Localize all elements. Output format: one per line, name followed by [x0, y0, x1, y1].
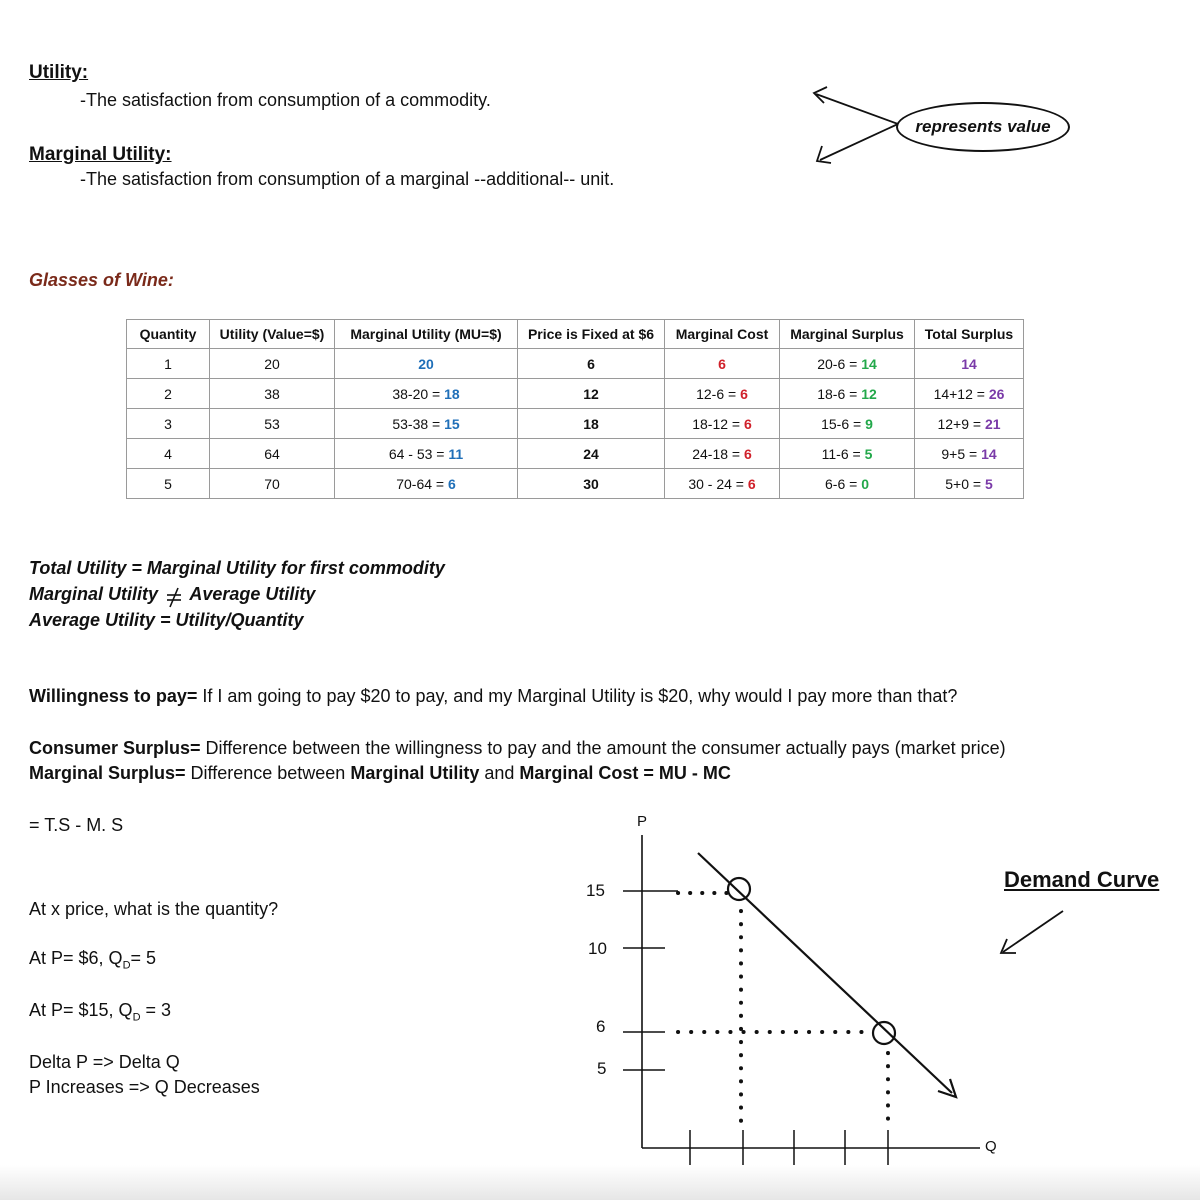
cell-marginal-cost-value: 6: [718, 355, 726, 372]
cell-marginal-cost-expr: 24-18 =: [692, 445, 744, 462]
header-marginal-utility: Marginal Utility (MU=$): [335, 320, 518, 349]
cell-marginal-cost-value: 6: [743, 445, 752, 462]
cell-price: 18: [518, 409, 665, 439]
x-axis-label: Q: [985, 1138, 997, 1155]
note-not-equal: [29, 581, 315, 607]
cell-total-surplus: [915, 349, 1024, 379]
cell-marginal-surplus-value: 0: [861, 475, 869, 492]
cell-marginal-surplus-value: 14: [861, 355, 877, 372]
cell-total-surplus: [915, 379, 1024, 409]
note-mu: Marginal Utility: [29, 584, 159, 604]
table-row: [127, 379, 1024, 409]
cell-marginal-utility: [335, 409, 518, 439]
y-tick-10: 10: [588, 939, 607, 958]
consumer-surplus-text: Difference between the willingness to pay and the amount the consumer actually pays (market price): [200, 738, 1006, 758]
note-average-formula: Average Utility = Utility/Quantity: [29, 610, 304, 630]
header-price: Price is Fixed at $6: [518, 320, 665, 349]
consumer-surplus-term: Consumer Surplus=: [29, 738, 201, 758]
cell-marginal-surplus: [780, 439, 915, 469]
represents-value-oval: [896, 102, 1070, 152]
p15-sub: D: [132, 1011, 141, 1024]
note-average-utility: Average Utility: [189, 584, 316, 604]
demand-arrow-icon: [995, 905, 1070, 960]
cell-marginal-utility-value: 6: [447, 475, 456, 492]
cell-total-surplus: [915, 409, 1024, 439]
y-tick-15: 15: [586, 881, 605, 900]
cell-marginal-cost-expr: 12-6 =: [696, 385, 741, 402]
demand-graph: [600, 825, 1000, 1170]
wine-title: Glasses of Wine:: [29, 270, 174, 290]
cell-marginal-cost: [665, 409, 780, 439]
y-axis-label: P: [637, 813, 648, 830]
cell-marginal-utility-value: 15: [444, 415, 460, 432]
header-marginal-surplus: Marginal Surplus: [780, 320, 915, 349]
cell-marginal-utility: [335, 349, 518, 379]
cell-price: 12: [518, 379, 665, 409]
cell-marginal-utility: [335, 379, 518, 409]
cell-utility: 64: [210, 439, 335, 469]
cell-marginal-utility: [335, 469, 518, 499]
p6-sub: D: [122, 959, 131, 972]
cell-marginal-cost-value: 6: [747, 475, 756, 492]
cell-marginal-surplus-expr: 15-6 =: [821, 415, 866, 432]
utility-heading: Utility:: [29, 62, 89, 83]
marginal-surplus-mu: Marginal Utility: [350, 763, 480, 783]
p6-prefix: At P= $6, Q: [29, 948, 123, 968]
cell-total-surplus: [915, 439, 1024, 469]
demand-line: [698, 853, 952, 1093]
increase-text: P Increases => Q Decreases: [29, 1077, 260, 1097]
cell-marginal-surplus: [780, 379, 915, 409]
consumer-surplus: [29, 738, 1006, 759]
p15-suffix: = 3: [140, 1000, 172, 1020]
cell-total-surplus-expr: 12+9 =: [937, 415, 985, 432]
cell-total-surplus-value: 14: [981, 445, 997, 462]
table-header-row: [127, 320, 1024, 349]
cell-marginal-utility-expr: 64 - 53 =: [388, 445, 449, 462]
cell-marginal-surplus-value: 5: [864, 445, 873, 462]
willingness-text: If I am going to pay $20 to pay, and my Marginal Utility is $20, why would I pay more than that?: [197, 686, 958, 706]
marginal-surplus-text2: and: [479, 763, 520, 783]
willingness-to-pay: [29, 686, 957, 707]
p15-quantity: [29, 1000, 171, 1024]
header-utility: Utility (Value=$): [210, 320, 335, 349]
p15-prefix: At P= $15, Q: [29, 1000, 133, 1020]
cell-marginal-surplus: [780, 469, 915, 499]
bottom-shade: [0, 1165, 1200, 1200]
cell-total-surplus-value: 14: [961, 355, 977, 372]
note-total-utility: Total Utility = Marginal Utility for first commodity: [29, 558, 445, 578]
cell-total-surplus-expr: 5+0 =: [945, 475, 985, 492]
cell-quantity: 1: [127, 349, 210, 379]
cell-marginal-cost: [665, 379, 780, 409]
cell-marginal-surplus: [780, 349, 915, 379]
cell-marginal-utility-value: 11: [448, 445, 464, 462]
cell-marginal-cost-expr: 30 - 24 =: [688, 475, 748, 492]
cell-price: 6: [518, 349, 665, 379]
p6-quantity: [29, 948, 156, 972]
cell-marginal-utility: [335, 439, 518, 469]
header-quantity: Quantity: [127, 320, 210, 349]
question-text: At x price, what is the quantity?: [29, 899, 279, 919]
cell-marginal-cost-expr: 18-12 =: [692, 415, 744, 432]
cell-marginal-cost: [665, 439, 780, 469]
annotation-arrows-icon: [800, 80, 910, 175]
table-row: [127, 439, 1024, 469]
oval-text: represents value: [915, 117, 1051, 136]
cell-marginal-surplus-expr: 20-6 =: [817, 355, 862, 372]
cell-utility: 53: [210, 409, 335, 439]
cell-marginal-utility-expr: 53-38 =: [392, 415, 445, 432]
cell-marginal-surplus-expr: 6-6 =: [825, 475, 862, 492]
cell-marginal-utility-value: 18: [444, 385, 460, 402]
cell-total-surplus-expr: 9+5 =: [941, 445, 982, 462]
wine-table: [126, 319, 1024, 499]
cell-quantity: 2: [127, 379, 210, 409]
table-row: [127, 469, 1024, 499]
header-total-surplus: Total Surplus: [915, 320, 1024, 349]
marginal-utility-heading: Marginal Utility:: [29, 144, 172, 165]
cell-marginal-cost: [665, 469, 780, 499]
p6-suffix: = 5: [130, 948, 157, 968]
cell-utility: 70: [210, 469, 335, 499]
cell-utility: 20: [210, 349, 335, 379]
point-p15: [728, 878, 750, 900]
delta-text: Delta P => Delta Q: [29, 1052, 180, 1072]
cell-marginal-utility-expr: 38-20 =: [392, 385, 445, 402]
cell-marginal-surplus-value: 12: [861, 385, 877, 402]
demand-curve-label: Demand Curve: [1004, 867, 1160, 892]
cell-total-surplus: [915, 469, 1024, 499]
willingness-term: Willingness to pay=: [29, 686, 198, 706]
cell-marginal-utility-value: 20: [418, 355, 434, 372]
table-row: [127, 409, 1024, 439]
cell-quantity: 5: [127, 469, 210, 499]
cell-marginal-surplus-expr: 18-6 =: [817, 385, 862, 402]
table-row: [127, 349, 1024, 379]
cell-total-surplus-value: 21: [984, 415, 1001, 432]
cell-total-surplus-value: 26: [988, 385, 1005, 402]
cell-marginal-cost-value: 6: [743, 415, 752, 432]
utility-definition: -The satisfaction from consumption of a commodity.: [80, 90, 491, 110]
cell-marginal-utility-expr: 70-64 =: [396, 475, 448, 492]
marginal-utility-definition: -The satisfaction from consumption of a marginal --additional-- unit.: [80, 169, 615, 189]
marginal-surplus-mc: Marginal Cost: [519, 763, 639, 783]
cell-marginal-surplus-expr: 11-6 =: [821, 445, 865, 462]
cell-price: 30: [518, 469, 665, 499]
cell-marginal-cost-value: 6: [740, 385, 748, 402]
marginal-surplus-text1: Difference between: [185, 763, 351, 783]
cell-quantity: 4: [127, 439, 210, 469]
cell-quantity: 3: [127, 409, 210, 439]
y-tick-5: 5: [597, 1059, 607, 1078]
cell-marginal-surplus: [780, 409, 915, 439]
marginal-surplus-formula: = MU - MC: [638, 763, 731, 783]
ts-ms-formula: = T.S - M. S: [29, 815, 124, 835]
point-p6: [873, 1022, 895, 1044]
marginal-surplus-term: Marginal Surplus=: [29, 763, 186, 783]
cell-price: 24: [518, 439, 665, 469]
cell-marginal-cost: [665, 349, 780, 379]
cell-utility: 38: [210, 379, 335, 409]
cell-total-surplus-value: 5: [984, 475, 993, 492]
cell-marginal-surplus-value: 9: [865, 415, 873, 432]
y-tick-6: 6: [596, 1017, 606, 1036]
header-marginal-cost: Marginal Cost: [665, 320, 780, 349]
marginal-surplus: [29, 763, 731, 784]
cell-total-surplus-expr: 14+12 =: [933, 385, 989, 402]
